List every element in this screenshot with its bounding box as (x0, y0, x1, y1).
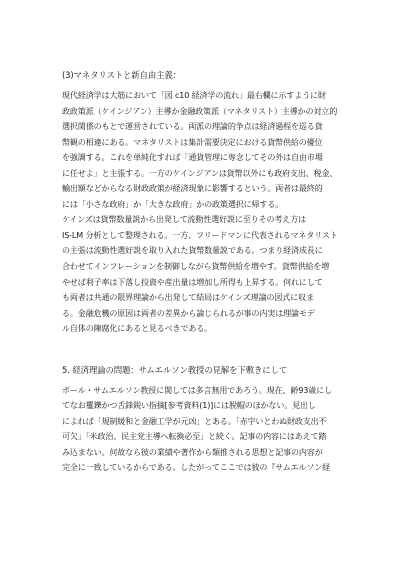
text-line: る。金融危機の原因は両者の差異から論じられるが事の内実は理論モデ (62, 308, 315, 318)
section-paragraph-economic-theory (62, 383, 352, 476)
text-line: を強調する。これを単純化すれば「通貨管理に専念してその外は自由市場 (62, 153, 323, 163)
text-line: には「小さな政府」か「大きな政府」かの政策選択に帰する。 (62, 199, 284, 209)
text-line: も両者は共通の限界理論から出発して結局はケインズ理論の図式に収ま (62, 293, 314, 303)
text-line: 完全に一致しているからである。したがってここでは彼の『サムエルソン経 (62, 463, 331, 473)
section-paragraph-monetarism (62, 88, 352, 337)
text-line: によれば「規制緩和と金融工学が元凶」とある。「赤字いとわぬ財政支出不 (62, 416, 327, 426)
text-line: 幣観の相違にある。マネタリストは集計需要決定における貨幣供給の優位 (62, 137, 323, 147)
text-line: やせば利子率は下落し投資や産出量は増加し所得も上昇する。何れにして (62, 277, 323, 287)
spacer (62, 337, 352, 363)
text-line: 選択関係のもとで運営されている。両派の理論的争点は経済過程を巡る貨 (62, 122, 323, 132)
text-line: 輸出額などからなる財政政策が経済現象に影響するという。両者は最終的 (62, 184, 323, 194)
text-line: み込まない。何故なら彼の業績や著作から類推される思想と記事の内容が (62, 447, 323, 457)
document-page (62, 68, 352, 476)
text-line: ケインズは貨幣数量説から出発して流動性選好説に至りその考え方は (62, 215, 306, 225)
text-line: IS-LM 分析として整理される。一方、フリードマンに代表されるマネタリスト (62, 230, 338, 240)
section-heading-monetarism: (3)マネタリストと新自由主義： (62, 70, 181, 80)
text-line: てなお矍鑠かつ舌鋒鋭い指摘[参考資料(1)]には脱帽のほかない。見出し (62, 401, 316, 411)
text-line: 可欠」「米政治、民主党主導へ転換必至」と続く。記事の内容にはあえて踏 (62, 432, 327, 442)
text-line: 合わせてインフレーションを制御しながら貨幣供給を増やす。貨幣供給を増 (62, 262, 330, 272)
text-line: ル自体の陳腐化にあると見るべきである。 (62, 324, 213, 334)
text-line: の主張は流動性選好説を取り入れた貨幣数量説である。つまり経済成長に (62, 246, 323, 256)
section-heading-economic-theory: 5. 経済理論の問題：サムエルソン教授の見解を下敷きにして (62, 364, 288, 375)
text-line: 現代経済学は大筋において「図 c10 経済学の流れ」最右欄に示すように財 (62, 91, 326, 100)
text-line: に任せよ」と主張する。一方のケインジアンは貨幣以外にも政府支出、税金、 (62, 168, 338, 178)
text-line: 政政策派（ケインジアン）主導か金融政策派（マネタリスト）主導かの対立的 (62, 106, 338, 116)
text-line: ポール・サムエルソン教授に関しては多言無用であろう。現在、齢93歳にし (62, 385, 332, 395)
